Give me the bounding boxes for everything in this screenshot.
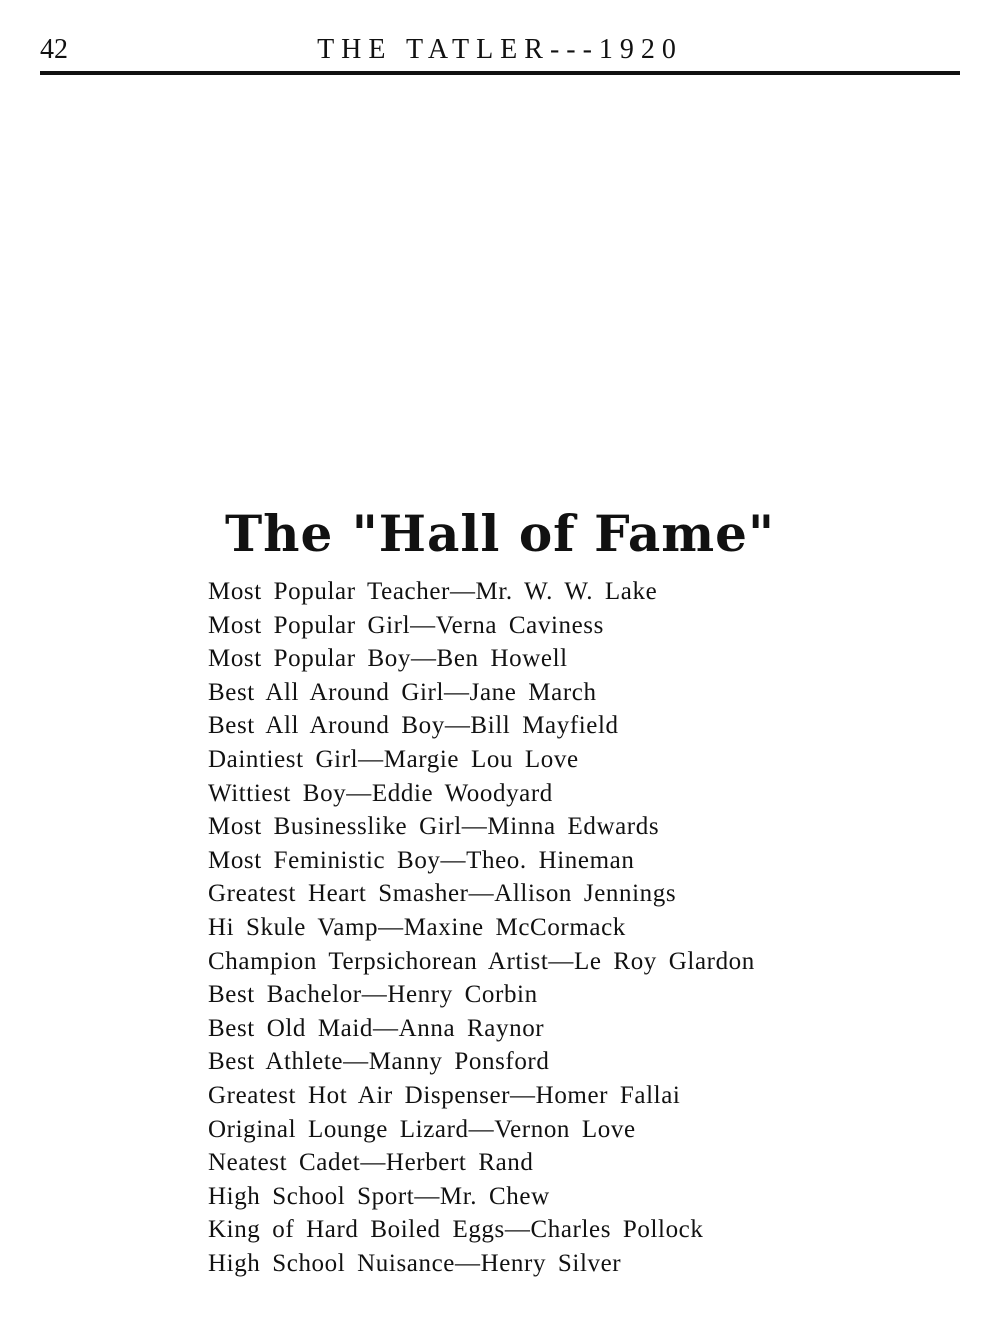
award-item: Most Popular Girl—Verna Caviness: [208, 611, 604, 639]
award-item: Champion Terpsichorean Artist—Le Roy Glardon: [208, 947, 755, 975]
award-item: High School Nuisance—Henry Silver: [208, 1249, 622, 1277]
page-number: 42: [40, 34, 68, 65]
page-title: [0, 504, 1000, 564]
award-item: Best All Around Girl—Jane March: [208, 678, 597, 706]
award-item: Daintiest Girl—Margie Lou Love: [208, 745, 579, 773]
award-item: Neatest Cadet—Herbert Rand: [208, 1149, 534, 1177]
award-item: Most Popular Boy—Ben Howell: [208, 645, 568, 673]
award-item: Best Athlete—Manny Ponsford: [208, 1048, 550, 1076]
award-item: Wittiest Boy—Eddie Woodyard: [208, 779, 553, 807]
page-header: [40, 28, 960, 72]
award-item: Best Old Maid—Anna Raynor: [208, 1014, 545, 1042]
award-item: Best Bachelor—Henry Corbin: [208, 981, 538, 1009]
award-item: Most Popular Teacher—Mr. W. W. Lake: [208, 578, 658, 605]
award-item: Greatest Hot Air Dispenser—Homer Fallai: [208, 1081, 681, 1109]
award-item: Greatest Heart Smasher—Allison Jennings: [208, 880, 677, 908]
award-item: Best All Around Boy—Bill Mayfield: [208, 712, 619, 740]
award-item: Hi Skule Vamp—Maxine McCormack: [208, 913, 626, 941]
running-head: THE TATLER---1920: [317, 34, 683, 65]
award-item: High School Sport—Mr. Chew: [208, 1182, 550, 1210]
award-list: [208, 575, 968, 1280]
award-item: Most Businesslike Girl—Minna Edwards: [208, 813, 660, 841]
award-item: Most Feministic Boy—Theo. Hineman: [208, 846, 635, 874]
award-item: King of Hard Boiled Eggs—Charles Pollock: [208, 1216, 704, 1244]
header-rule: [40, 71, 960, 75]
page-title-text: The "Hall of Fame": [224, 503, 776, 563]
award-item: Original Lounge Lizard—Vernon Love: [208, 1115, 636, 1143]
